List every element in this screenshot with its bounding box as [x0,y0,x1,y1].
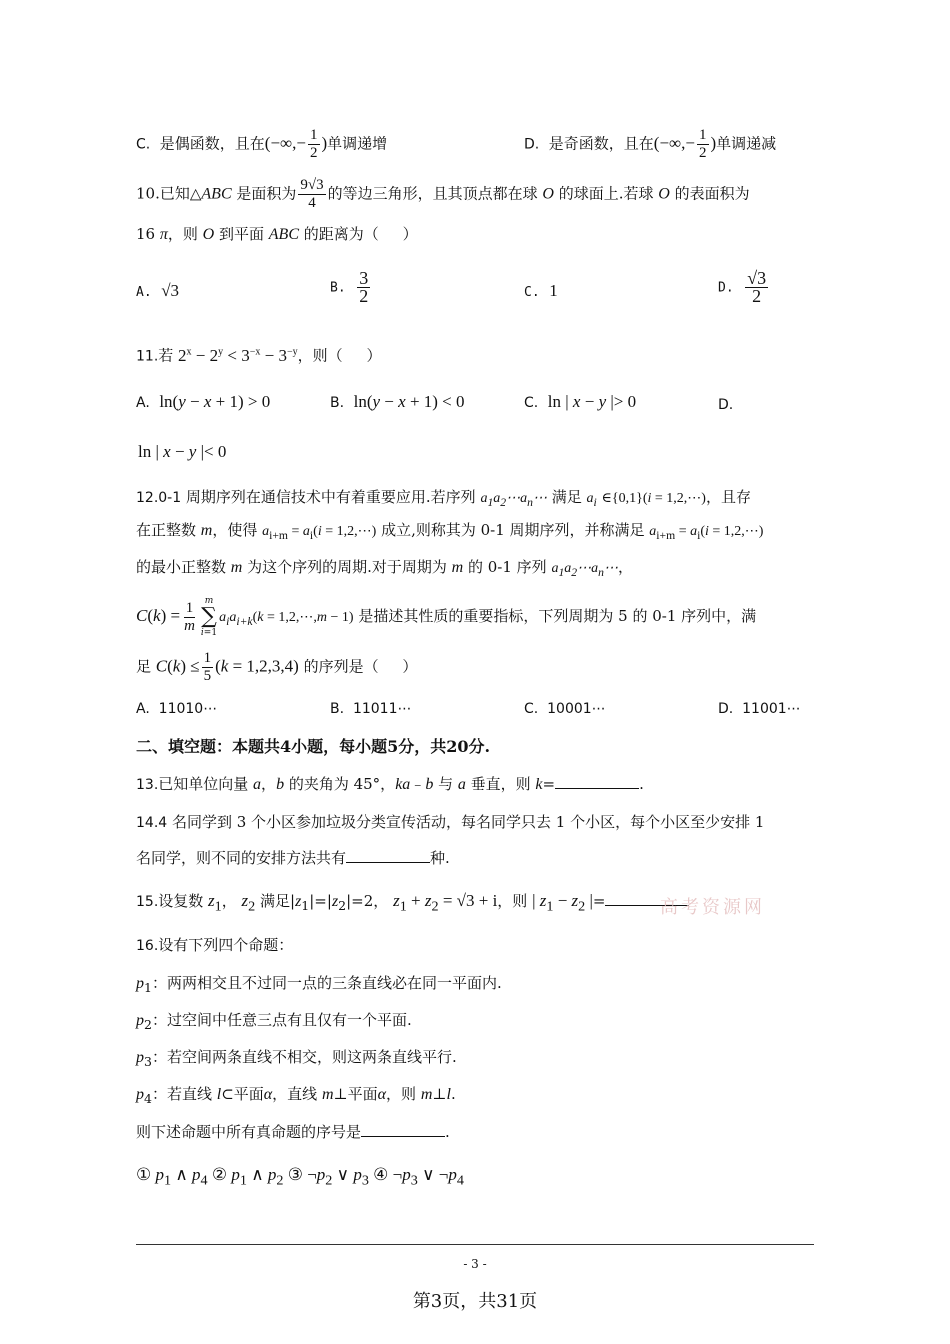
q16-choices: ① $p_1$ ∧ $p_4$ ② $p_1$ ∧ $p_2$ ③ $\neg p_2$ ∨ $p_3$ ④ $\neg p_3$ ∨ $\neg p_4$ [136,1165,464,1189]
q12-option-c: C. 10001⋯ [524,701,606,717]
q11-option-c: C. ln | x − y |> 0 [524,392,637,411]
q12-stem-line4: C(k) = $\frac{1}{m}$ m ∑ i=1 $a_ia_{i+k}(k$ = 1,2,⋯,m − 1) 是描述其性质的重要指标，下列周期为 5 的 0-1 序列中，满 [136,596,757,638]
q16-ask: 则下述命题中所有真命题的序号是 . [136,1123,450,1141]
q10-option-d: D. $\frac{√3}{2}$ [718,268,767,306]
q12-stem-line5: 足 C(k) ≤ $\frac{1}{5}$ (k = 1,2,3,4) 的序列是（ ） [136,650,418,684]
q16-p1: $p_1$：两两相交且不过同一点的三条直线必在同一平面内. [136,974,502,995]
q14-stem-line2: 名同学，则不同的安排方法共有 种. [136,849,450,867]
q10-stem-line1: 10.已知△ABC 是面积为 $\frac{9√3}{4}$ 的等边三角形，且其顶点都在球 O 的球面上.若球 O 的表面积为 [136,177,750,211]
q9-option-c: C. 是偶函数，且在(−∞,− $\frac{1}{2}$ )单调递增 [136,127,388,161]
page-count: 第3页，共31页 [412,1291,538,1312]
q14-stem-line1: 14.4 名同学到 3 个小区参加垃圾分类宣传活动，每名同学只去 1 个小区，每个小区至少安排 1 [136,813,765,831]
q12-stem-line1: 12.0-1 周期序列在通信技术中有着重要应用.若序列 $a_1a_2\cdots a_n\cdots$ 满足 $a_i$ ∈{0,1}(i = 1,2,⋯)，且存 [136,488,751,509]
watermark: 高考资源网 [660,897,765,918]
q10-option-c: C. 1 [524,281,558,300]
q12-stem-line2: 在正整数 m，使得 $a_{i+m} = a_i(i$ = 1,2,⋯) 成立,则称其为 0-1 周期序列，并称满足 $a_{i+m} = a_i(i$ = 1,2,⋯) [136,521,764,542]
page-marker: - 3 - [463,1257,487,1271]
q10-option-b: B. $\frac{3}{2}$ [330,268,369,306]
q12-option-b: B. 11011⋯ [330,701,412,717]
q10-stem-line2: 16 π，则 O 到平面 ABC 的距离为（ ） [136,225,418,243]
q16-p2: $p_2$：过空间中任意三点有且仅有一个平面. [136,1011,412,1032]
q12-stem-line3: 的最小正整数 m 为这个序列的周期.对于周期为 m 的 0-1 序列 $a_1a_2\cdots a_n\cdots$， [136,558,633,579]
q11-stem: 11.若 $2^x - 2^y < 3^{-x} - 3^{-y}$，则（ ） [136,345,382,365]
q11-option-d: D. [718,397,734,413]
q10-option-a: A. √3 [136,281,180,300]
q12-option-d: D. 11001⋯ [718,701,801,717]
q11-option-b: B. ln(y − x + 1) < 0 [330,392,465,411]
q16-stem: 16.设有下列四个命题： [136,936,294,954]
q12-option-a: A. 11010⋯ [136,701,218,717]
footer-rule [136,1244,814,1245]
q16-p3: $p_3$：若空间两条直线不相交，则这两条直线平行. [136,1048,457,1069]
q16-p4: $p_4$：若直线 l⊂平面α，直线 m⊥平面α，则 m⊥l. [136,1085,456,1106]
q9-option-d: D. 是奇函数，且在(−∞,− $\frac{1}{2}$ )单调递减 [524,127,777,161]
q11-option-a: A. ln(y − x + 1) > 0 [136,392,271,411]
q11-option-d-text: ln | x − y |< 0 [138,442,227,461]
section-heading: 二、填空题：本题共4小题，每小题5分，共20分. [136,737,491,756]
q13-stem: 13.已知单位向量 a，b 的夹角为 45°，ka﹣b 与 a 垂直，则 k= . [136,775,644,793]
q15-stem: 15.设复数 $z_1$， $z_2$ 满足$|z_1|=|z_2|=2$， $z_1 + z_2 = √3 + i$，则 | $z_1 - z_2$ |= [136,889,689,918]
